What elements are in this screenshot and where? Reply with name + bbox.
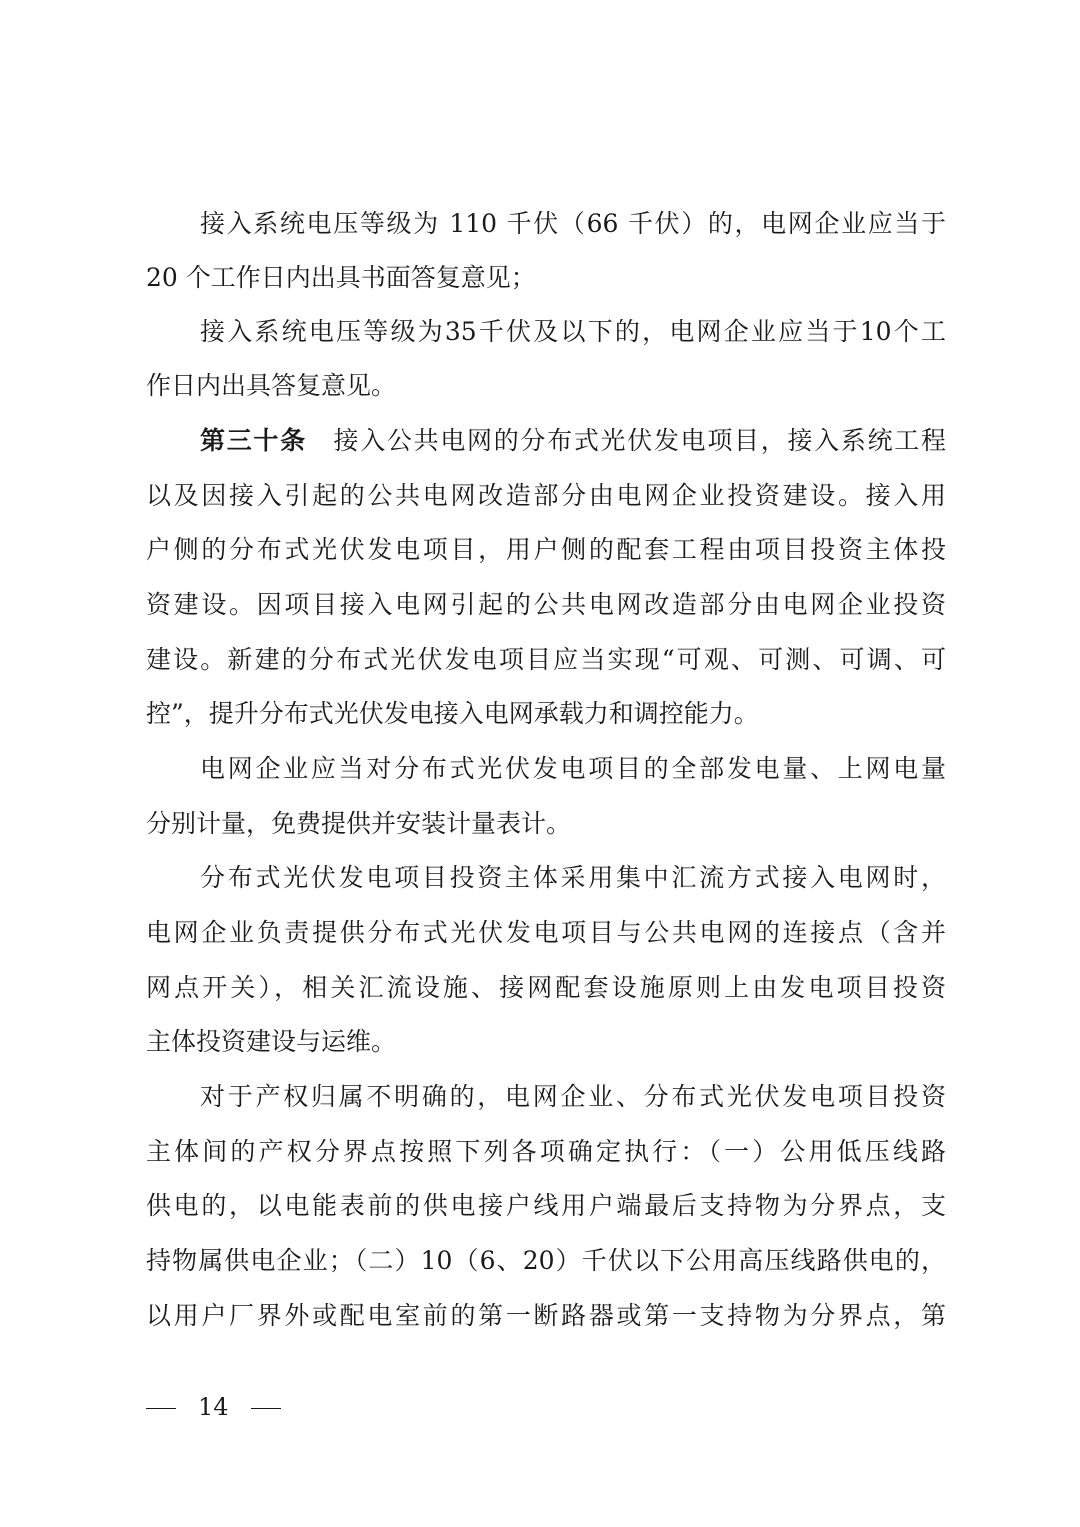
paragraph-line: 持物属供电企业；（二）10（6、20）千伏以下公用高压线路供电的， <box>146 1246 946 1275</box>
paragraph-line: 接入系统电压等级为35千伏及以下的，电网企业应当于10个工 <box>200 317 946 346</box>
paragraph-line: 资建设。因项目接入电网引起的公共电网改造部分由电网企业投资 <box>146 590 946 619</box>
paragraph-line: 以用户厂界外或配电室前的第一断路器或第一支持物为分界点，第 <box>146 1301 946 1330</box>
article-heading: 第三十条 <box>200 426 307 455</box>
paragraph-line: 电网企业应当对分布式光伏发电项目的全部发电量、上网电量 <box>200 754 946 783</box>
paragraph-line: 分别计量，免费提供并安装计量表计。 <box>146 809 572 838</box>
paragraph-line: 以及因接入引起的公共电网改造部分由电网企业投资建设。接入用 <box>146 481 946 510</box>
paragraph-line: 控”，提升分布式光伏发电接入电网承载力和调控能力。 <box>146 699 759 728</box>
footer-dash-left <box>146 1408 176 1409</box>
page-footer <box>146 1380 281 1434</box>
paragraph-line: 建设。新建的分布式光伏发电项目应当实现“可观、可测、可调、可 <box>146 645 946 674</box>
paragraph-line: 对于产权归属不明确的，电网企业、分布式光伏发电项目投资 <box>200 1082 946 1111</box>
paragraph-line: 网点开关），相关汇流设施、接网配套设施原则上由发电项目投资 <box>146 973 946 1002</box>
paragraph-line: 户侧的分布式光伏发电项目，用户侧的配套工程由项目投资主体投 <box>146 535 946 564</box>
paragraph-line: 主体间的产权分界点按照下列各项确定执行：（一）公用低压线路 <box>146 1137 946 1166</box>
page-number: 14 <box>198 1393 229 1421</box>
paragraph-line: 作日内出具答复意见。 <box>146 371 397 400</box>
paragraph-line: 供电的，以电能表前的供电接户线用户端最后支持物为分界点，支 <box>146 1191 946 1220</box>
footer-dash-right <box>251 1408 281 1409</box>
article-text: 接入公共电网的分布式光伏发电项目，接入系统工程 <box>331 426 946 455</box>
paragraph-line: 接入系统电压等级为 110 千伏（66 千伏）的，电网企业应当于 <box>200 209 946 238</box>
paragraph-line: 分布式光伏发电项目投资主体采用集中汇流方式接入电网时， <box>200 863 946 892</box>
paragraph-line: 20 个工作日内出具书面答复意见； <box>146 263 536 292</box>
article-first-line <box>200 414 946 468</box>
paragraph-line: 电网企业负责提供分布式光伏发电项目与公共电网的连接点（含并 <box>146 918 946 947</box>
paragraph-line: 主体投资建设与运维。 <box>146 1027 397 1056</box>
